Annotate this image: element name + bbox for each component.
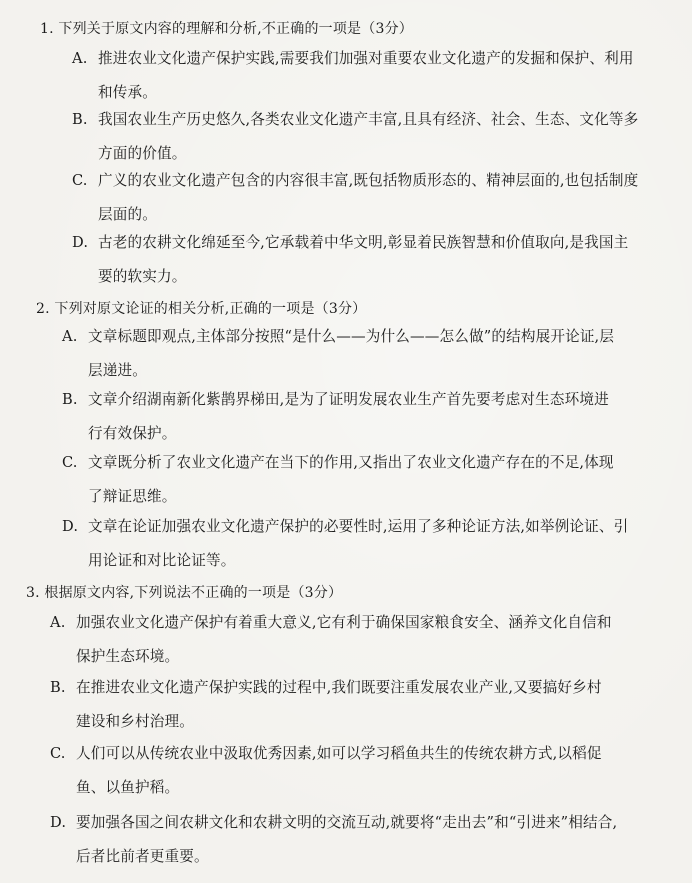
question-3-option-c	[50, 737, 602, 805]
option-text-line: 行有效保护。	[88, 425, 177, 442]
option-text-line: 古老的农耕文化绵延至今,它承载着中华文明,彰显着民族智慧和价值取向,是我国主	[98, 234, 629, 251]
question-2-stem: 2. 下列对原文论证的相关分析,正确的一项是（3分）	[36, 301, 367, 317]
option-text-line: 加强农业文化遗产保护有着重大意义,它有利于确保国家粮食安全、涵养文化自信和	[76, 614, 612, 631]
option-text-line: 在推进农业文化遗产保护实践的过程中,我们既要注重发展农业产业,又要搞好乡村	[76, 679, 602, 696]
option-letter: A.	[72, 50, 88, 67]
option-text-line: 层面的。	[98, 206, 157, 223]
question-3-option-b	[50, 671, 602, 739]
option-letter: D.	[72, 234, 89, 251]
question-2-option-c	[62, 446, 614, 514]
option-text-line: 方面的价值。	[98, 145, 187, 162]
question-1-option-c	[72, 164, 638, 232]
option-letter: D.	[62, 518, 79, 535]
option-text-line: 推进农业文化遗产保护实践,需要我们加强对重要农业文化遗产的发掘和保护、利用	[98, 50, 634, 67]
option-letter: B.	[72, 111, 88, 128]
option-text-line: 鱼、以鱼护稻。	[76, 779, 180, 796]
option-letter: D.	[50, 814, 67, 831]
option-text-line: 了辩证思维。	[88, 488, 177, 505]
question-1-option-d	[72, 226, 628, 294]
question-3-option-a	[50, 606, 612, 674]
option-text-line: 广义的农业文化遗产包含的内容很丰富,既包括物质形态的、精神层面的,也包括制度	[98, 172, 639, 189]
option-text-line: 文章介绍湖南新化紫鹊界梯田,是为了证明发展农业生产首先要考虑对生态环境进	[88, 391, 609, 408]
option-text-line: 建设和乡村治理。	[76, 713, 194, 730]
question-3-stem: 3. 根据原文内容,下列说法不正确的一项是（3分）	[26, 585, 343, 601]
option-letter: C.	[62, 454, 78, 471]
question-1-stem: 1. 下列关于原文内容的理解和分析,不正确的一项是（3分）	[40, 21, 413, 37]
option-letter: C.	[72, 172, 88, 189]
question-3-option-d	[50, 806, 617, 874]
option-text-line: 用论证和对比论证等。	[88, 552, 236, 569]
option-letter: B.	[62, 391, 78, 408]
option-text-line: 要加强各国之间农耕文化和农耕文明的交流互动,就要将“走出去”和“引进来”相结合,	[76, 814, 618, 831]
option-text-line: 文章在论证加强农业文化遗产保护的必要性时,运用了多种论证方法,如举例论证、引	[88, 518, 629, 535]
option-letter: C.	[50, 745, 66, 762]
option-text-line: 和传承。	[98, 84, 157, 101]
option-text-line: 人们可以从传统农业中汲取优秀因素,如可以学习稻鱼共生的传统农耕方式,以稻促	[76, 745, 602, 762]
question-2-option-a	[62, 320, 614, 388]
option-text-line: 层递进。	[88, 362, 147, 379]
question-1-option-b	[72, 103, 638, 171]
question-2-option-d	[62, 510, 628, 578]
option-text-line: 文章既分析了农业文化遗产在当下的作用,又指出了农业文化遗产存在的不足,体现	[88, 454, 614, 471]
question-2-option-b	[62, 383, 609, 451]
option-text-line: 后者比前者更重要。	[76, 848, 209, 865]
option-text-line: 文章标题即观点,主体部分按照“是什么——为什么——怎么做”的结构展开论证,层	[88, 328, 615, 345]
option-letter: A.	[62, 328, 78, 345]
option-text-line: 我国农业生产历史悠久,各类农业文化遗产丰富,且具有经济、社会、生态、文化等多	[98, 111, 639, 128]
option-text-line: 要的软实力。	[98, 268, 187, 285]
option-text-line: 保护生态环境。	[76, 648, 180, 665]
question-1-option-a	[72, 42, 634, 110]
option-letter: A.	[50, 614, 66, 631]
option-letter: B.	[50, 679, 66, 696]
